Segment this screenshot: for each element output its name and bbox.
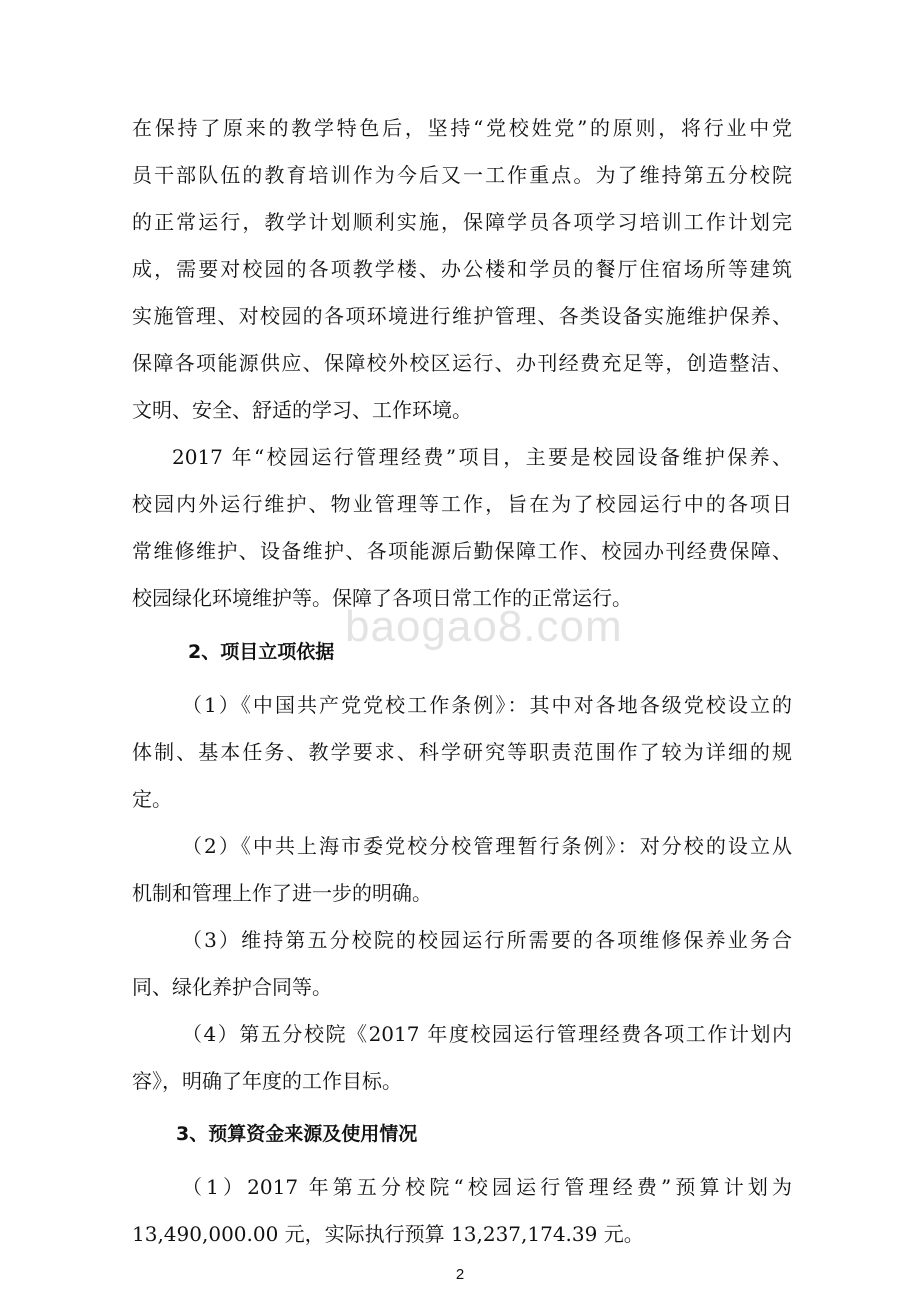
paragraph-line: 校园绿化环境维护等。保障了各项日常工作的正常运行。 (132, 586, 632, 610)
paragraph-line: 常维修维护、设备维护、各项能源后勤保障工作、校园办刊经费保障、 (132, 539, 792, 563)
list-item-line: （4）第五分校院《2017 年度校园运行管理经费各项工作计划内 (182, 1022, 792, 1046)
paragraph-line: 保障各项能源供应、保障校外校区运行、办刊经费充足等，创造整洁、 (132, 351, 792, 375)
list-item-line: （3）维持第五分校院的校园运行所需要的各项维修保养业务合 (182, 928, 792, 952)
paragraph-line: 的正常运行，教学计划顺利实施，保障学员各项学习培训工作计划完 (132, 210, 792, 234)
list-item-line: 容》，明确了年度的工作目标。 (132, 1069, 402, 1093)
paragraph-line: 实施管理、对校园的各项环境进行维护管理、各类设备实施维护保养、 (132, 304, 792, 328)
list-item-line: （1）2017 年第五分校院“校园运行管理经费”预算计划为 (182, 1175, 792, 1199)
section-heading: 3、预算资金来源及使用情况 (176, 1123, 418, 1145)
list-item-line: （2）《中共上海市委党校分校管理暂行条例》：对分校的设立从 (182, 834, 792, 858)
paragraph-line: 员干部队伍的教育培训作为今后又一工作重点。为了维持第五分校院 (132, 163, 792, 187)
paragraph-line: 成，需要对校园的各项教学楼、办公楼和学员的餐厅住宿场所等建筑 (132, 257, 792, 281)
page-number: 2 (455, 1266, 465, 1283)
list-item-line: 同、绿化养护合同等。 (132, 975, 332, 999)
watermark: baogao8.com (345, 602, 623, 651)
paragraph-line: 校园内外运行维护、物业管理等工作，旨在为了校园运行中的各项日 (132, 492, 792, 516)
paragraph-line: 2017 年“校园运行管理经费”项目，主要是校园设备维护保养、 (172, 445, 792, 469)
section-heading: 2、项目立项依据 (188, 641, 335, 663)
list-item-line: 体制、基本任务、教学要求、科学研究等职责范围作了较为详细的规 (132, 740, 792, 764)
list-item-line: （1）《中国共产党党校工作条例》：其中对各地各级党校设立的 (182, 693, 792, 717)
list-item-line: 机制和管理上作了进一步的明确。 (132, 881, 432, 905)
list-item-line: 13,490,000.00 元，实际执行预算 13,237,174.39 元。 (132, 1222, 644, 1246)
list-item-line: 定。 (132, 787, 172, 811)
paragraph-line: 文明、安全、舒适的学习、工作环境。 (132, 398, 472, 422)
paragraph-line: 在保持了原来的教学特色后，坚持“党校姓党”的原则，将行业中党 (132, 116, 792, 140)
